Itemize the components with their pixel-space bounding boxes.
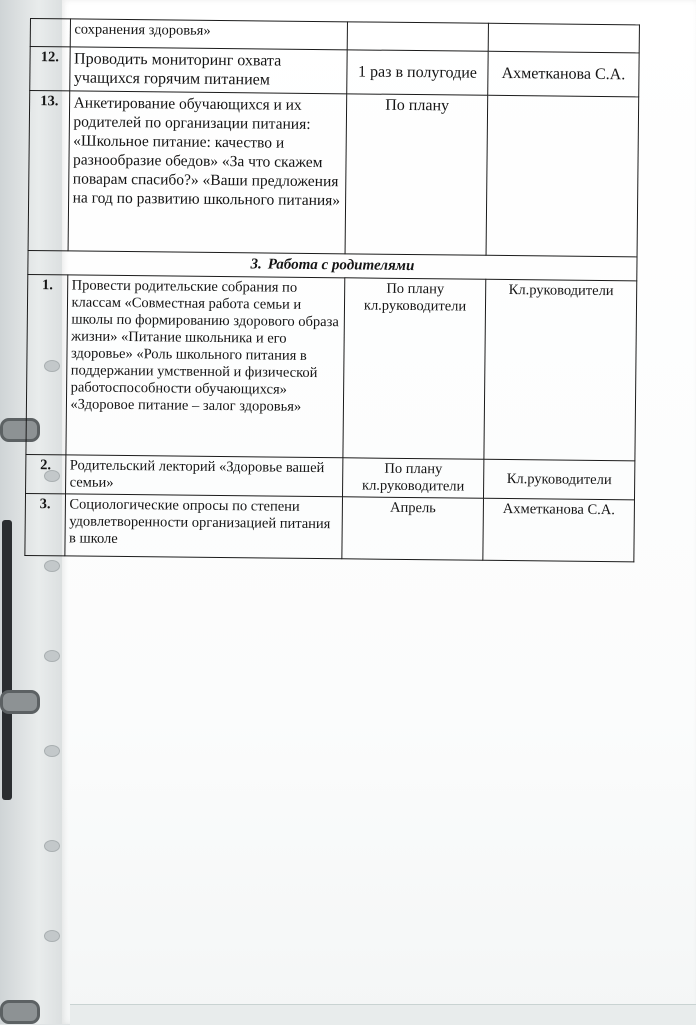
section-number: 3. (250, 256, 262, 273)
row-number (30, 19, 70, 47)
binder-ring (0, 1000, 40, 1024)
event-cell: сохранения здоровья» (70, 19, 348, 50)
row-number: 13. (28, 91, 69, 251)
timing-cell (347, 22, 488, 51)
punch-hole (44, 840, 60, 852)
table-row (25, 493, 635, 561)
timing-cell: По плану (345, 94, 488, 255)
timing-cell: Апрель (342, 497, 483, 560)
event-cell: Социологические опросы по степени удовлетворенности организацией питания в школе (64, 494, 342, 559)
event-cell: Родительский лекторий «Здоровье вашей семьи» (65, 455, 343, 497)
plan-table-container (24, 18, 642, 624)
row-number: 1. (26, 274, 67, 454)
binder-clip (2, 520, 12, 800)
responsible-cell: Кл.руководители (484, 279, 637, 461)
binder-ring (0, 690, 40, 714)
responsible-cell (488, 23, 639, 53)
punch-hole (44, 650, 60, 662)
row-number: 2. (26, 454, 66, 493)
responsible-cell: Кл.руководители (483, 459, 634, 500)
section-title: Работа с родителями (267, 256, 415, 275)
responsible-cell: Ахметканова С.А. (483, 498, 635, 562)
table-row (28, 91, 639, 257)
responsible-cell: Ахметканова С.А. (488, 51, 639, 97)
event-cell: Анкетирование обучающихся и их родителей по организации питания: «Школьное питание: качество и разнообразие обедов» «За что скажем поварам спасибо?» «Ваши предложения на год по развитию школьного питания» (68, 91, 347, 254)
punch-hole (44, 930, 60, 942)
row-number: 3. (25, 493, 65, 555)
timing-cell: 1 раз в полугодие (347, 50, 488, 95)
table-row (26, 454, 635, 499)
event-cell: Провести родительские собрания по классам «Совместная работа семьи и школы по формированию здорового образа жизни» «Питание школьника и его здоровье» «Роль школьного питания в поддержании умственной и физической работоспособности обучающихся» «Здоровое питание – залог здоровья» (65, 275, 345, 458)
responsible-cell (486, 95, 639, 257)
table-row (30, 47, 639, 97)
timing-cell: По плану кл.руководители (343, 278, 486, 459)
row-number: 12. (30, 47, 70, 91)
plan-table (24, 18, 640, 562)
punch-hole (44, 745, 60, 757)
timing-cell: По плану кл.руководители (343, 458, 484, 498)
sheet-bottom-edge (70, 1004, 696, 1025)
event-cell: Проводить мониторинг охвата учащихся горячим питанием (69, 47, 347, 94)
table-row (26, 274, 637, 460)
